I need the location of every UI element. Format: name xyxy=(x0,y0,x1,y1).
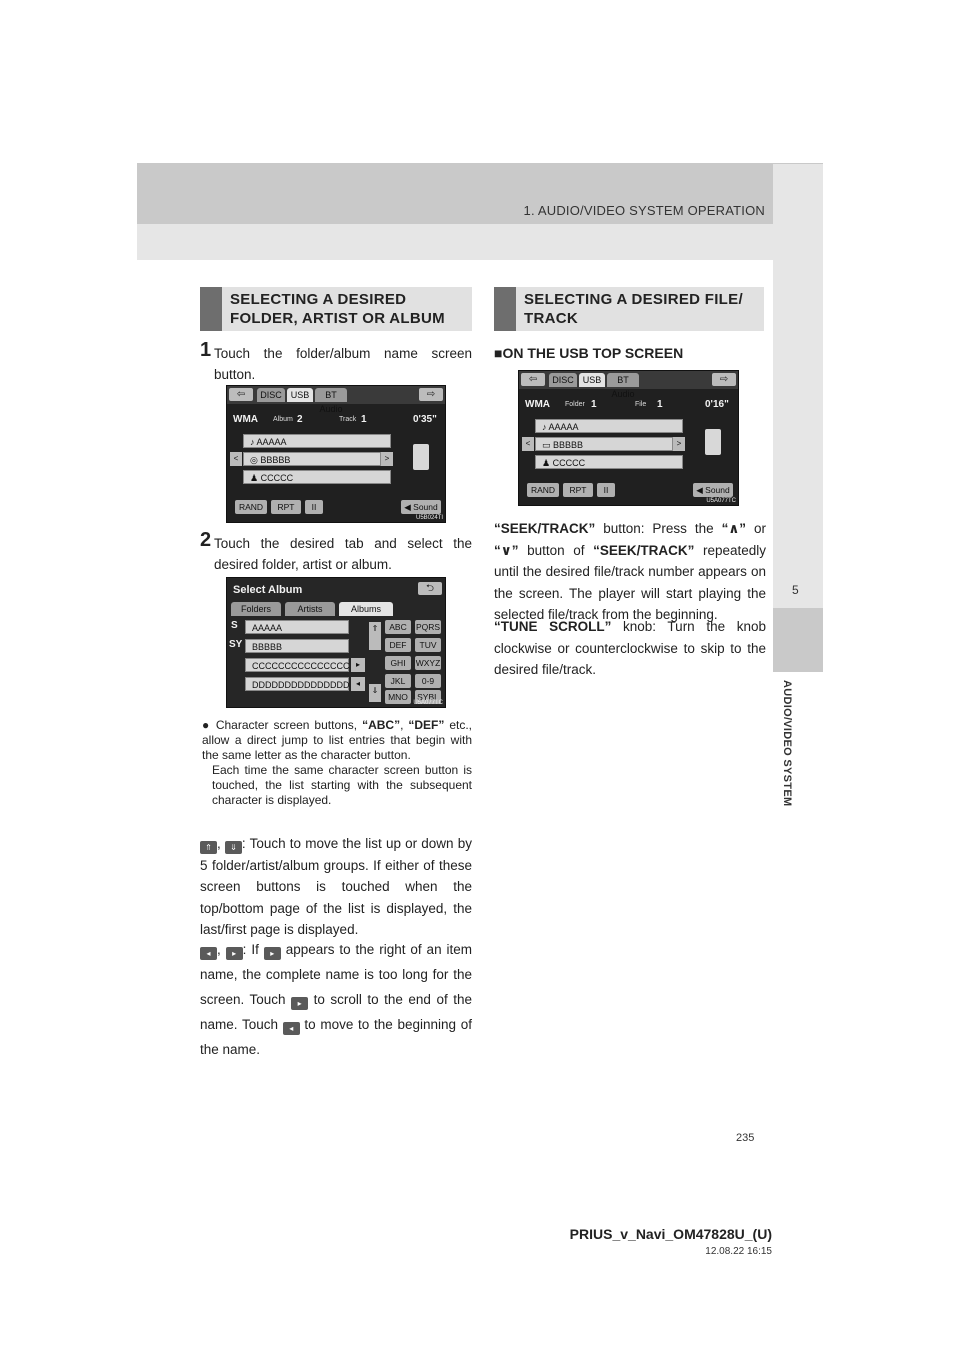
bullet-sep: , xyxy=(400,718,409,732)
screen-file-label: File xyxy=(635,401,647,408)
heading-text xyxy=(230,290,445,328)
screen-list-row: BBBBB xyxy=(245,639,349,653)
step-number: 2 xyxy=(200,529,212,551)
scroll-right-icon: ▸ xyxy=(291,997,308,1010)
screen-row: ▭ BBBBB xyxy=(535,437,673,451)
screen-row: ♟ CCCCC xyxy=(243,470,391,484)
screen-index: S xyxy=(231,620,238,631)
footer-model: PRIUS_v_Navi_OM47828U_(U) xyxy=(569,1226,772,1242)
scroll-right-icon: ▸ xyxy=(226,947,243,960)
screen-format: WMA xyxy=(233,414,258,425)
screen-folder-num: 1 xyxy=(591,399,597,410)
chapter-number: 5 xyxy=(792,583,799,597)
heading-line-2: FOLDER, ARTIST OR ALBUM xyxy=(230,310,445,327)
seek-t2: or xyxy=(746,521,766,536)
screen-file-num: 1 xyxy=(657,399,663,410)
screen-title: Select Album xyxy=(233,584,303,596)
scroll-right-icon: ▸ xyxy=(264,947,281,960)
screen-tab-disc: DISC xyxy=(549,373,577,387)
left-section-heading xyxy=(200,287,472,331)
screen-list-row: CCCCCCCCCCCCCCC xyxy=(245,658,349,672)
screen-tab-disc: DISC xyxy=(257,388,285,402)
screen-tab-bt: BT Audio xyxy=(315,388,347,402)
screen-row: ◎ BBBBB xyxy=(243,452,381,466)
usb-device-icon xyxy=(705,429,721,455)
seek-label: “SEEK/TRACK” xyxy=(494,521,596,536)
return-icon: ⮌ xyxy=(418,582,442,595)
screen-time: 0'16" xyxy=(705,399,729,410)
screen-btn-sound: ◀ Sound xyxy=(401,500,441,514)
name-scroll-description: ◂ , ▸ : If ▸ appears to the right of an item name, the complete name is too long for the screen. Touch ▸ to scroll to the end of the name. Touch ◂ to move to the beginning of the name. xyxy=(200,942,472,1057)
seek-t4: repeatedly until the desired file/track number appears on the screen. The player will start playing the selected file/track from the beginning. xyxy=(494,542,767,622)
figure-code: U5A077TC xyxy=(706,498,736,504)
screen-row: ♪ AAAAA xyxy=(535,419,683,433)
char-key: JKL xyxy=(385,674,411,688)
usb-top-screen-screenshot xyxy=(518,370,739,506)
screen-btn-rand: RAND xyxy=(235,500,267,514)
chapter-label: AUDIO/VIDEO SYSTEM xyxy=(781,680,793,807)
chapter-tab-marker xyxy=(773,608,823,672)
char-key: TUV xyxy=(415,638,441,652)
screen-tab-artists: Artists xyxy=(285,602,335,616)
screen-list-row: AAAAA xyxy=(245,620,349,634)
bullet-note xyxy=(202,718,472,808)
screen-time: 0'35" xyxy=(413,414,437,425)
page-down-icon: ⇓ xyxy=(369,684,381,702)
char-key: GHI xyxy=(385,656,411,670)
screen-format: WMA xyxy=(525,399,550,410)
page-header xyxy=(137,163,823,260)
char-key: ABC xyxy=(385,620,411,634)
screen-btn-rpt: RPT xyxy=(271,500,301,514)
seek-up: “∧” xyxy=(721,521,747,536)
char-key: MNO xyxy=(385,690,411,704)
page-up-icon: ⇑ xyxy=(200,841,217,854)
char-key: PQRS xyxy=(415,622,441,632)
seek-t1: button: Press the xyxy=(595,521,722,536)
tune-text: knob: Turn the knob clockwise or counterclockwise to skip to the desired file/track. xyxy=(494,619,766,677)
back-arrow-icon: ⇦ xyxy=(229,388,253,401)
scroll-left-icon: ◂ xyxy=(200,947,217,960)
screen-row: ♪ AAAAA xyxy=(243,434,391,448)
para-2c: to scroll to the end of the name. Touch xyxy=(200,992,472,1032)
bullet-rest-2: Each time the same character screen button is touched, the list starting with the subsequent character is displayed. xyxy=(212,763,472,807)
screen-right-arrow-icon: > xyxy=(381,452,393,466)
heading-text xyxy=(524,290,743,328)
section-title: 1. AUDIO/VIDEO SYSTEM OPERATION xyxy=(523,203,765,218)
page-up-icon: ⇑ xyxy=(369,622,381,650)
heading-line-2: TRACK xyxy=(524,310,578,327)
back-arrow-icon: ⇦ xyxy=(521,373,545,386)
bullet-lead: Character screen buttons, xyxy=(215,718,363,732)
usb-device-icon xyxy=(413,444,429,470)
seek-down: “∨” xyxy=(494,542,519,558)
screen-list-row: DDDDDDDDDDDDDDD xyxy=(245,677,349,691)
footer-date: 12.08.22 16:15 xyxy=(705,1246,772,1257)
screen-btn-sound: ◀ Sound xyxy=(693,483,733,497)
bullet-key-abc: “ABC” xyxy=(362,718,401,732)
heading-bar xyxy=(200,287,222,331)
screen-btn-rpt: RPT xyxy=(563,483,593,497)
seek-track-description xyxy=(494,518,766,626)
char-key: SYBL xyxy=(415,690,441,704)
screen-left-arrow-icon: < xyxy=(522,437,534,451)
right-section-heading xyxy=(494,287,764,331)
step-text: Touch the folder/album name screen button. xyxy=(214,346,472,382)
screen-btn-pause: II xyxy=(597,483,615,497)
page-scroll-description: ⇑ , ⇓ : Touch to move the list up or down by 5 folder/artist/album groups. If either of these screen buttons is touched when the top/bottom page of the list is displayed, the last/first page is displayed. xyxy=(200,836,472,937)
scroll-left-icon: ◂ xyxy=(283,1022,300,1035)
screen-tab-folders: Folders xyxy=(231,602,281,616)
step-2 xyxy=(200,529,472,575)
heading-bar xyxy=(494,287,516,331)
screen-track-num: 1 xyxy=(361,414,367,425)
select-album-screenshot xyxy=(226,577,446,708)
figure-code: U5B024TI xyxy=(415,515,443,521)
screen-index: SY xyxy=(229,639,243,650)
screen-right-arrow-icon: > xyxy=(673,437,685,451)
bullet-icon: ● xyxy=(202,718,216,732)
step-1 xyxy=(200,339,472,385)
screen-album-label: Album xyxy=(273,416,293,423)
tune-scroll-description xyxy=(494,616,766,681)
forward-arrow-icon: ⇨ xyxy=(712,373,736,386)
heading-line-1: SELECTING A DESIRED xyxy=(230,291,407,308)
char-key: WXYZ xyxy=(415,658,441,668)
step-text: Touch the desired tab and select the desired folder, artist or album. xyxy=(214,536,472,572)
screen-tab-usb: USB xyxy=(579,373,605,387)
tune-label: “TUNE SCROLL” xyxy=(494,619,612,634)
screen-tab-bt: BT Audio xyxy=(607,373,639,387)
screen-btn-pause: II xyxy=(305,500,323,514)
page-down-icon: ⇓ xyxy=(225,841,242,854)
scroll-left-icon: ◂ xyxy=(351,677,365,691)
figure-code: U5A077TC xyxy=(413,700,443,706)
screen-folder-label: Folder xyxy=(565,401,585,408)
subheading: ■ON THE USB TOP SCREEN xyxy=(494,345,684,361)
screen-tab-usb: USB xyxy=(287,388,313,402)
bullet-key-def: “DEF” xyxy=(408,718,445,732)
screen-left-arrow-icon: < xyxy=(230,452,242,466)
para-2b: appears to the right of an item name, the complete name is too long for the screen. Touch xyxy=(200,942,472,1007)
screen-album-num: 2 xyxy=(297,414,303,425)
scroll-right-icon: ▸ xyxy=(351,658,365,672)
screen-row: ♟ CCCCC xyxy=(535,455,683,469)
seek-label-2: “SEEK/TRACK” xyxy=(593,542,695,558)
para-2a: : If xyxy=(242,942,259,957)
screen-track-label: Track xyxy=(339,416,357,423)
step-number: 1 xyxy=(200,339,212,361)
char-key: DEF xyxy=(385,638,411,652)
heading-line-1: SELECTING A DESIRED FILE/ xyxy=(524,291,743,308)
para-1-text: : Touch to move the list up or down by 5 folder/artist/album groups. If either of these screen buttons is touched when the top/bottom page of the list is displayed, the last/first page is displayed. xyxy=(200,836,472,937)
seek-t3: button of xyxy=(518,542,594,558)
bullet-rest-1: etc., allow a direct jump to list entries that begin with the same letter as the character button. xyxy=(202,718,473,762)
screen-tab-albums: Albums xyxy=(339,602,393,616)
usb-screen-screenshot xyxy=(226,385,446,523)
page-number: 235 xyxy=(736,1132,755,1144)
para-2d: to move to the beginning of the name. xyxy=(200,1017,472,1057)
forward-arrow-icon: ⇨ xyxy=(419,388,443,401)
screen-btn-rand: RAND xyxy=(527,483,559,497)
char-key: 0-9 xyxy=(415,674,441,688)
